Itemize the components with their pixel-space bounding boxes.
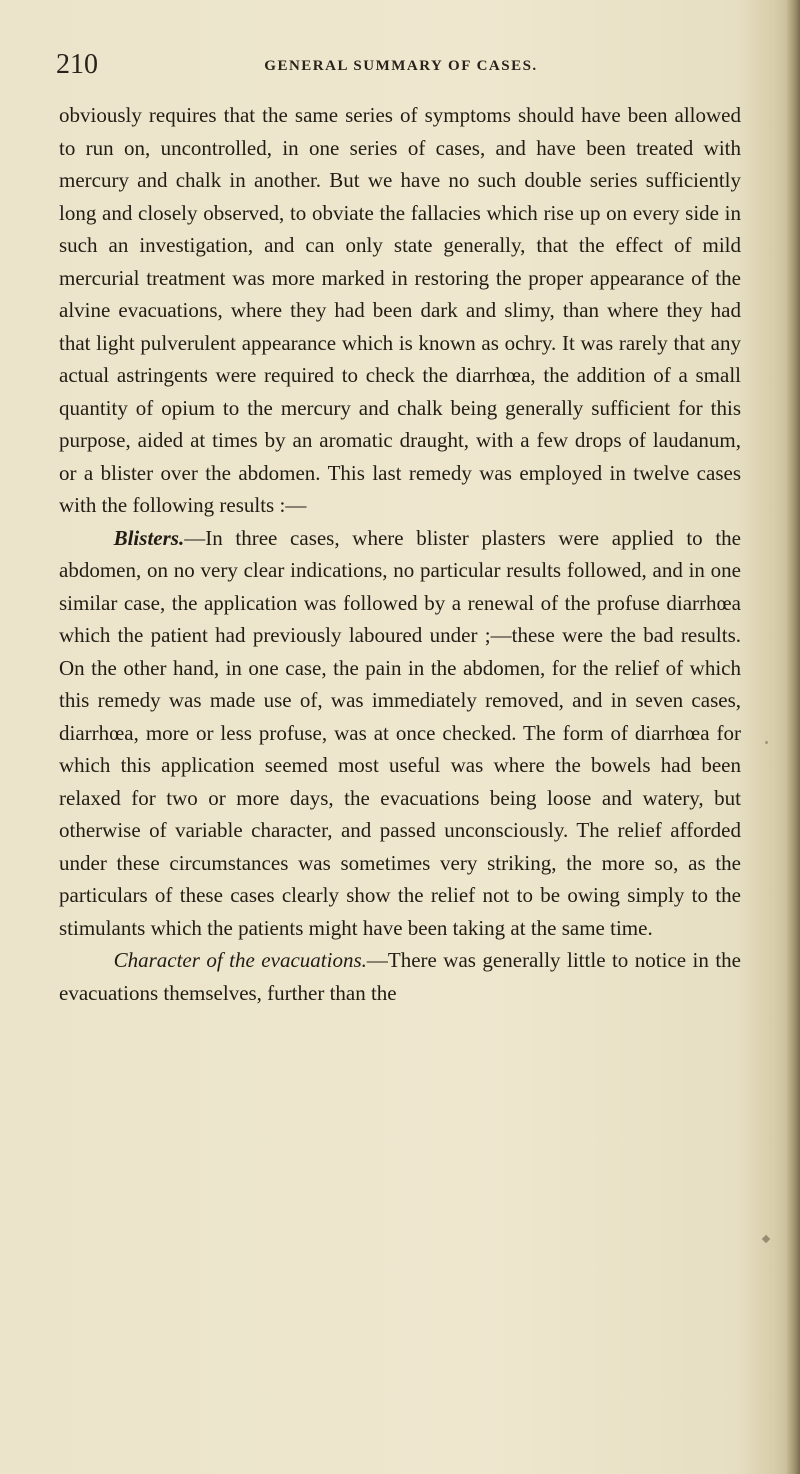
page-edge-shadow [786, 0, 800, 1474]
page-number: 210 [56, 49, 98, 80]
paragraph-blisters [59, 522, 741, 945]
blisters-heading: Blisters. [113, 525, 185, 550]
running-head: GENERAL SUMMARY OF CASES. [264, 58, 538, 74]
margin-mark [762, 1235, 770, 1243]
body-text [59, 99, 741, 1009]
character-text: —There was generally little to notice in the evacuations themselves, further than the [59, 948, 742, 1005]
page-speck-mark [765, 741, 768, 744]
paragraph-1-text: obviously requires that the same series of symptoms should have been allowed to run on, uncontrolled, in one series of cases, and have been treated with mercury and chalk in another. But we have no such double series sufficiently long and closely observed, to obviate the fallacies which rise up on every side in such an investigation, and can only state generally, that the effect of mild mercurial treatment was more marked in restoring the proper appearance of the alvine evacuations, where they had been dark and slimy, than where they had that light pulverulent appearance which is known as ochry. It was rarely that any actual astringents were required to check the diarrhœa, the addition of a small quantity of opium to the mercury and chalk being generally sufficient for this purpose, aided at times by an aromatic draught, with a few drops of laudanum, or a blister over the abdomen. This last remedy was employed in twelve cases with the following results :— [59, 103, 741, 517]
page-header [56, 50, 746, 84]
blisters-text: —In three cases, where blister plasters were applied to the abdomen, on no very clear indications, no particular results followed, and in one similar case, the application was followed by a renewal of the profuse diarrhœa which the patient had previously laboured under ;—these were the bad results. On the other hand, in one case, the pain in the abdomen, for the relief of which this remedy was made use of, was immediately removed, and in seven cases, diarrhœa, more or less profuse, was at once checked. The form of diarrhœa for which this application seemed most useful was where the bowels had been relaxed for two or more days, the evacuations being loose and watery, but otherwise of variable character, and passed unconsciously. The relief afforded under these circumstances was sometimes very striking, the more so, as the particulars of these cases clearly show the relief not to be owing simply to the stimulants which the patients might have been taking at the same time. [59, 525, 741, 940]
paragraph-1 [59, 99, 741, 522]
paragraph-character-of-evacuations [59, 944, 741, 1009]
character-heading: Character of the evacuations. [113, 948, 367, 972]
